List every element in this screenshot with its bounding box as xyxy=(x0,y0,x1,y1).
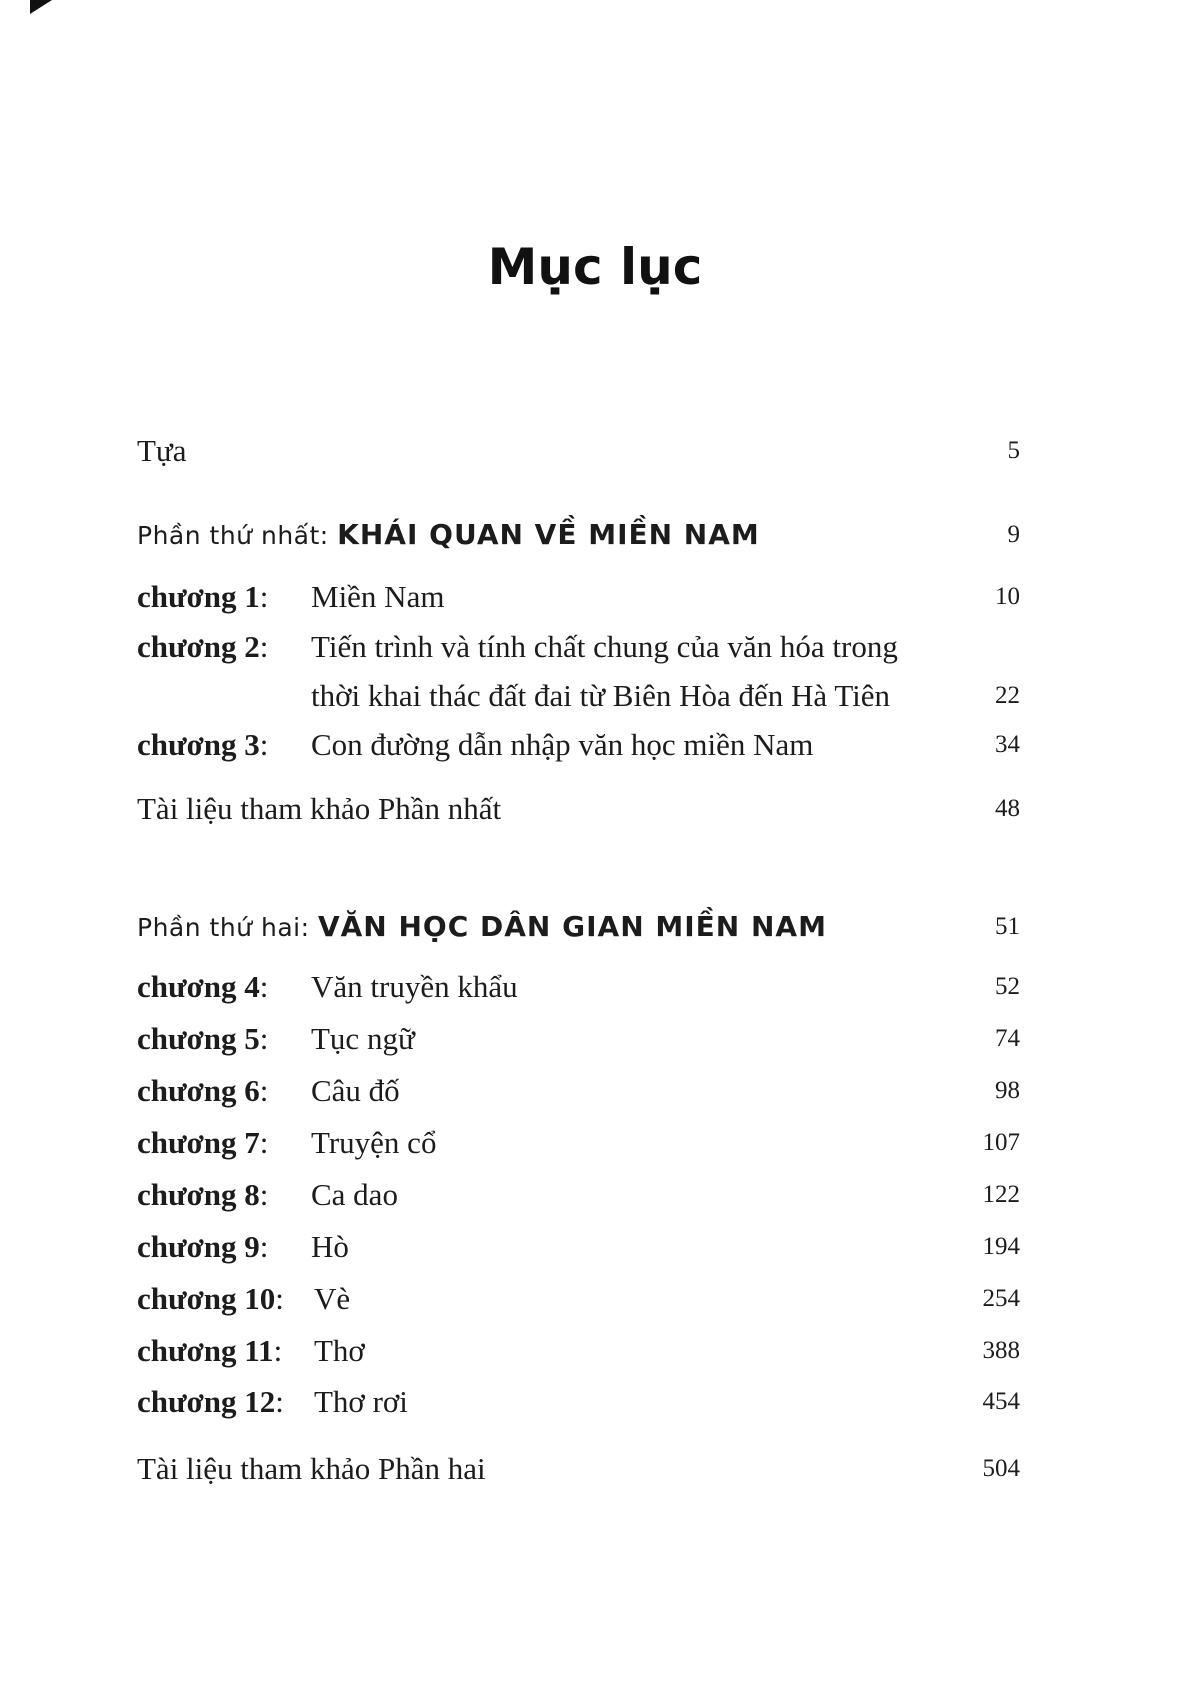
chapter-word: chương xyxy=(137,1384,237,1419)
chapter-title: Vè xyxy=(314,1281,351,1316)
chapter-word: chương xyxy=(137,1229,237,1264)
chapter-label: chương 10: xyxy=(137,1281,284,1316)
entry-page: 52 xyxy=(995,973,1020,1000)
entry-page: 107 xyxy=(982,1129,1020,1156)
toc-chapter-6[interactable] xyxy=(0,1071,1190,1111)
chapter-title: Ca dao xyxy=(311,1177,398,1212)
chapter-label: chương 2: xyxy=(137,629,269,664)
entry-page: 454 xyxy=(982,1388,1020,1415)
chapter-label: chương 3: xyxy=(137,727,269,762)
entry-page: 254 xyxy=(982,1285,1020,1312)
chapter-label: chương 6: xyxy=(137,1073,269,1108)
chapter-word: chương xyxy=(137,1333,237,1368)
chapter-word: chương xyxy=(137,727,237,762)
chapter-label: chương 4: xyxy=(137,969,269,1004)
part-heading xyxy=(137,907,827,948)
chapter-title: Thơ xyxy=(314,1333,365,1368)
toc-chapter-12[interactable] xyxy=(0,1382,1190,1422)
chapter-label: chương 9: xyxy=(137,1229,269,1264)
toc-chapter-11[interactable] xyxy=(0,1331,1190,1371)
chapter-title: Hò xyxy=(311,1229,349,1264)
chapter-label: chương 5: xyxy=(137,1021,269,1056)
chapter-label: chương 1: xyxy=(137,579,269,614)
chapter-label: chương 8: xyxy=(137,1177,269,1212)
toc-chapter-1[interactable] xyxy=(0,577,1190,617)
entry-page: 34 xyxy=(995,731,1020,758)
toc-part-2[interactable] xyxy=(0,907,1190,947)
chapter-word: chương xyxy=(137,1281,237,1316)
chapter-title-line2: thời khai thác đất đai từ Biên Hòa đến Hà Tiên xyxy=(311,678,891,713)
toc-chapter-2[interactable] xyxy=(0,627,1190,667)
chapter-number: 12 xyxy=(244,1384,276,1419)
entry-page: 5 xyxy=(1007,437,1020,464)
chapter-title: Miền Nam xyxy=(311,579,445,614)
entry-page: 22 xyxy=(995,682,1020,709)
toc-chapter-5[interactable] xyxy=(0,1019,1190,1059)
toc-chapter-3[interactable] xyxy=(0,725,1190,765)
part-title: VĂN HỌC DÂN GIAN MIỀN NAM xyxy=(317,910,827,943)
chapter-title: Văn truyền khẩu xyxy=(311,969,518,1004)
toc-part-1[interactable] xyxy=(0,515,1190,555)
chapter-title: Truyện cổ xyxy=(311,1125,437,1160)
part-title: KHÁI QUAN VỀ MIỀN NAM xyxy=(337,518,760,551)
entry-label: Tài liệu tham khảo Phần hai xyxy=(137,1451,486,1486)
toc-chapter-7[interactable] xyxy=(0,1123,1190,1163)
chapter-number: 11 xyxy=(244,1333,274,1368)
toc-references-part-1[interactable] xyxy=(0,789,1190,829)
entry-page: 504 xyxy=(982,1455,1020,1482)
chapter-number: 1 xyxy=(244,579,260,614)
chapter-title: Tục ngữ xyxy=(311,1021,415,1056)
entry-page: 122 xyxy=(982,1181,1020,1208)
toc-chapter-4[interactable] xyxy=(0,967,1190,1007)
chapter-word: chương xyxy=(137,1073,237,1108)
chapter-title: Con đường dẫn nhập văn học miền Nam xyxy=(311,727,814,762)
chapter-word: chương xyxy=(137,969,237,1004)
toc-chapter-10[interactable] xyxy=(0,1279,1190,1319)
chapter-title: Câu đố xyxy=(311,1073,400,1108)
chapter-label: chương 11: xyxy=(137,1333,283,1368)
chapter-number: 4 xyxy=(244,969,260,1004)
chapter-number: 8 xyxy=(244,1177,260,1212)
page-title: Mục lục xyxy=(487,238,703,296)
chapter-title: Tiến trình và tính chất chung của văn hóa trong xyxy=(311,629,898,664)
toc-chapter-2-cont[interactable] xyxy=(0,676,1190,716)
chapter-label: chương 12: xyxy=(137,1384,284,1419)
chapter-number: 5 xyxy=(244,1021,260,1056)
entry-page: 194 xyxy=(982,1233,1020,1260)
chapter-word: chương xyxy=(137,1125,237,1160)
entry-page: 9 xyxy=(1007,521,1020,548)
entry-label: Tựa xyxy=(137,433,187,468)
toc-entry-preface[interactable] xyxy=(0,431,1190,471)
entry-page: 388 xyxy=(982,1337,1020,1364)
entry-page: 10 xyxy=(995,583,1020,610)
chapter-word: chương xyxy=(137,579,237,614)
chapter-number: 2 xyxy=(244,629,260,664)
chapter-number: 7 xyxy=(244,1125,260,1160)
chapter-word: chương xyxy=(137,629,237,664)
entry-page: 74 xyxy=(995,1025,1020,1052)
chapter-number: 3 xyxy=(244,727,260,762)
part-label: Phần thứ hai: xyxy=(137,913,310,942)
chapter-label: chương 7: xyxy=(137,1125,269,1160)
chapter-title: Thơ rơi xyxy=(314,1384,408,1419)
entry-label: Tài liệu tham khảo Phần nhất xyxy=(137,791,502,826)
chapter-number: 10 xyxy=(244,1281,276,1316)
entry-page: 98 xyxy=(995,1077,1020,1104)
entry-page: 48 xyxy=(995,795,1020,822)
toc-chapter-8[interactable] xyxy=(0,1175,1190,1215)
part-heading xyxy=(137,515,760,556)
chapter-number: 9 xyxy=(244,1229,260,1264)
entry-page: 51 xyxy=(995,913,1020,940)
corner-mark xyxy=(30,0,52,14)
chapter-number: 6 xyxy=(244,1073,260,1108)
toc-references-part-2[interactable] xyxy=(0,1449,1190,1489)
chapter-word: chương xyxy=(137,1021,237,1056)
toc-chapter-9[interactable] xyxy=(0,1227,1190,1267)
chapter-word: chương xyxy=(137,1177,237,1212)
part-label: Phần thứ nhất: xyxy=(137,521,329,550)
